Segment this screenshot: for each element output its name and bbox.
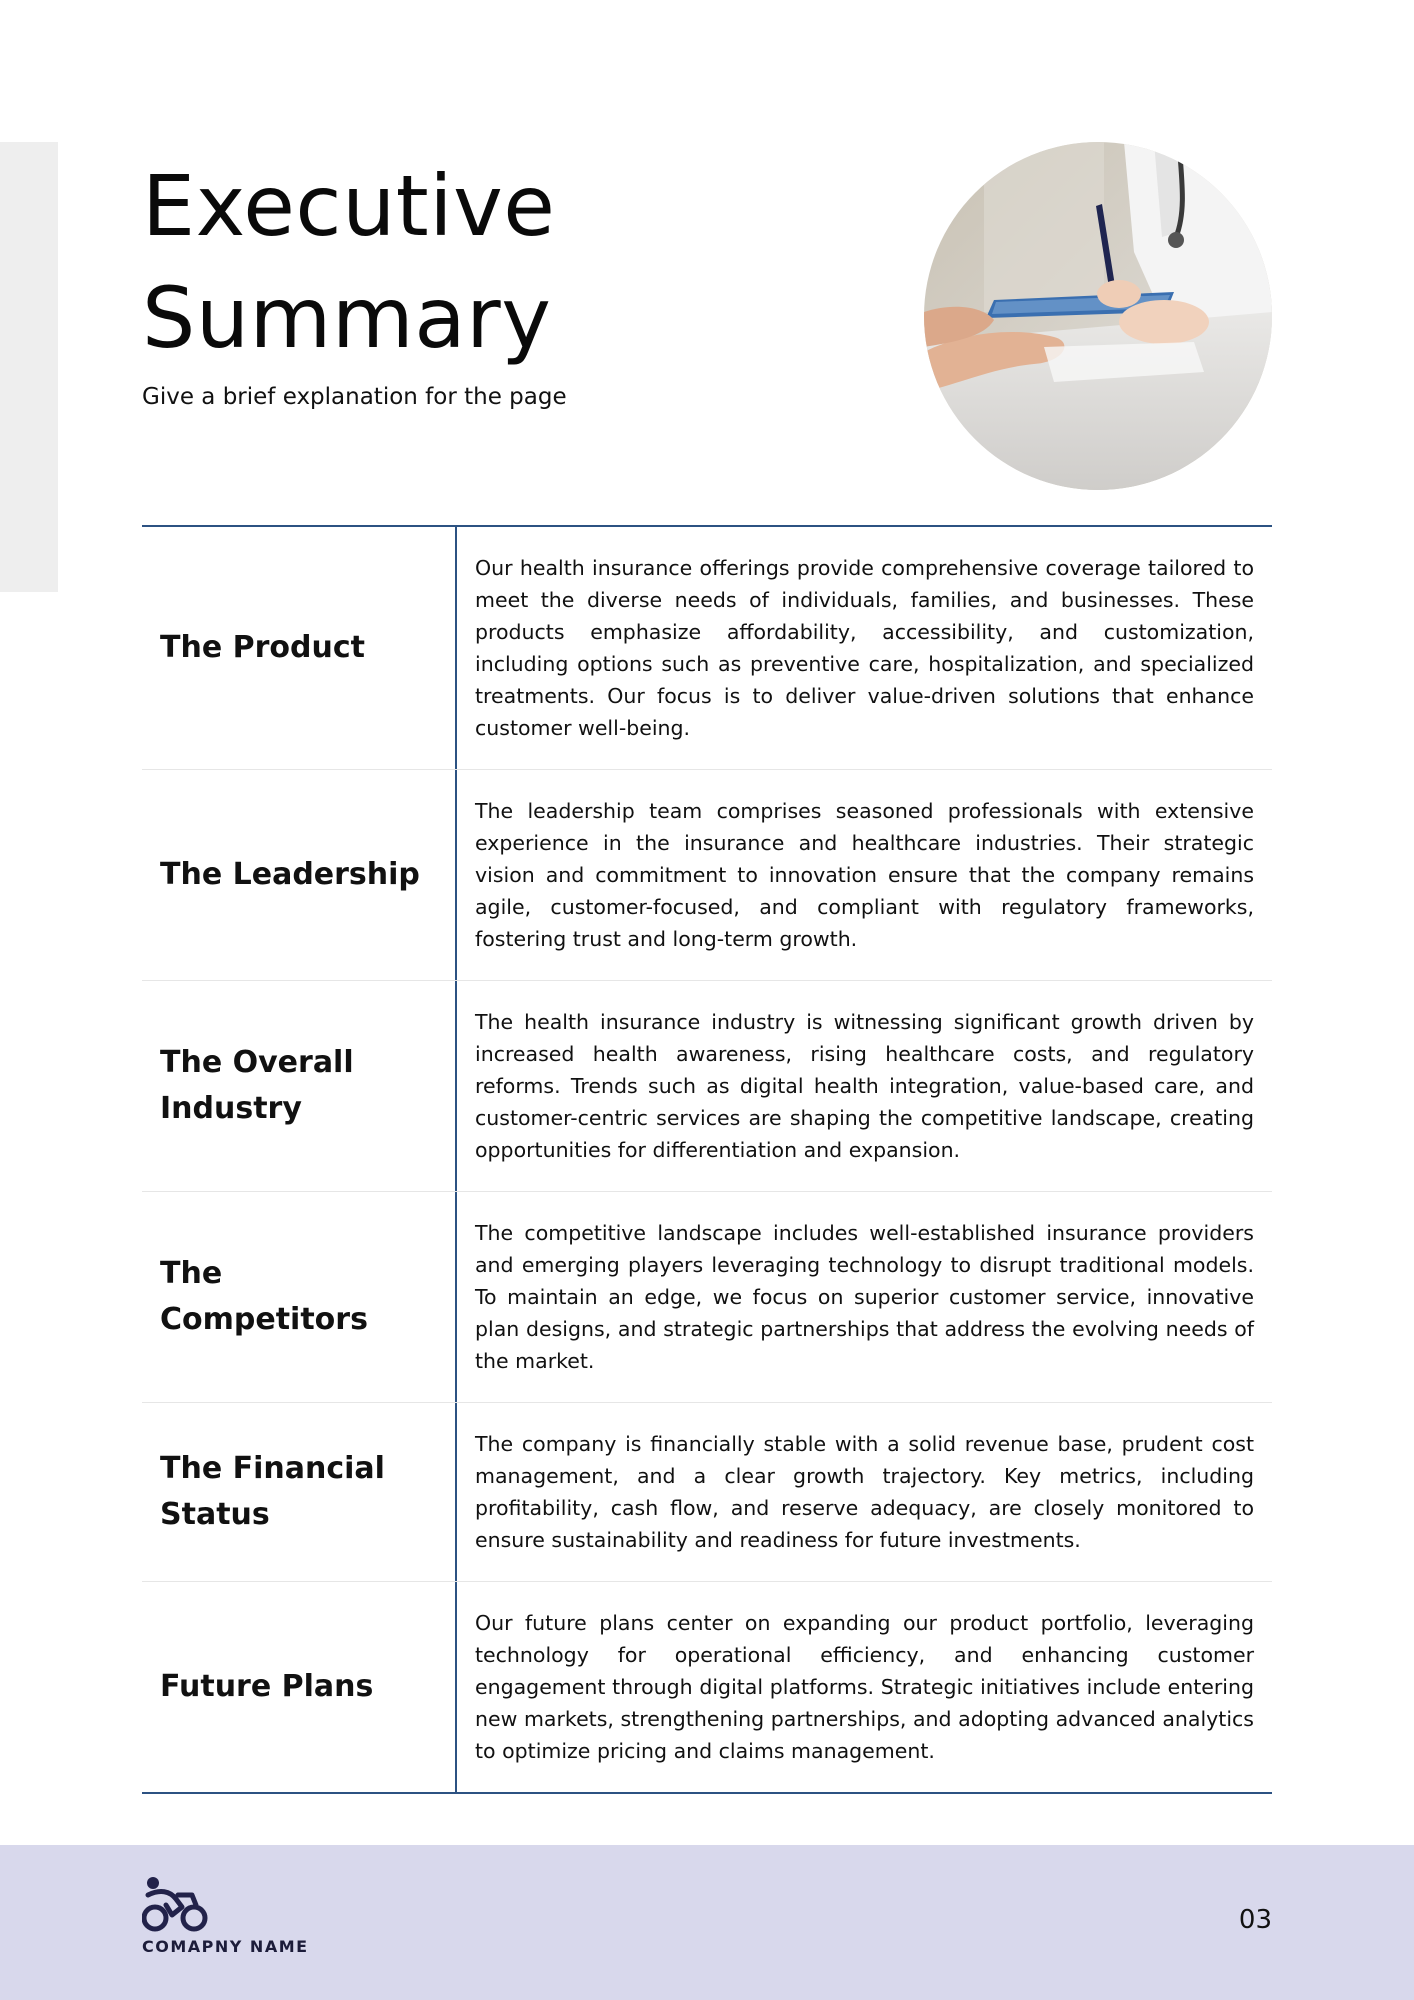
row-heading: The Financial Status — [142, 1403, 457, 1581]
page-number: 03 — [1238, 1905, 1272, 1935]
page-title-line1: Executive — [142, 157, 556, 255]
side-accent-bar — [0, 142, 58, 592]
summary-row-future-plans — [142, 1582, 1272, 1792]
row-description: The competitive landscape includes well-established insurance providers and emerging players leveraging technology to disrupt traditional models. To maintain an edge, we focus on superior customer service, innovative plan designs, and strategic partnerships that address the evolving needs of the market. — [475, 1221, 1254, 1373]
summary-row-competitors — [142, 1192, 1272, 1403]
page-title — [142, 150, 555, 374]
row-heading: The Overall Industry — [142, 981, 457, 1191]
row-description: The health insurance industry is witnessing significant growth driven by increased health awareness, rising healthcare costs, and regulatory reforms. Trends such as digital health integration, value-based care, and customer-centric services are shaping the competitive landscape, creating opportunities for differentiation and expansion. — [475, 1010, 1254, 1162]
page-footer — [0, 1845, 1414, 2000]
summary-row-product — [142, 527, 1272, 770]
row-heading: The Leadership — [142, 770, 457, 980]
summary-row-industry — [142, 981, 1272, 1192]
page-title-line2: Summary — [142, 269, 552, 367]
summary-row-leadership — [142, 770, 1272, 981]
row-heading: The Product — [142, 527, 457, 769]
row-description: Our future plans center on expanding our product portfolio, leveraging technology for operational efficiency, and enhancing customer engagement through digital platforms. Strategic initiatives include entering new markets, strengthening partnerships, and adopting advanced analytics to optimize pricing and claims management. — [475, 1611, 1254, 1763]
row-description: Our health insurance offerings provide comprehensive coverage tailored to meet the diverse needs of individuals, families, and businesses. These products emphasize affordability, accessibility, and customization, including options such as preventive care, hospitalization, and specialized treatments. Our focus is to deliver value-driven solutions that enhance customer well-being. — [475, 556, 1254, 740]
bicycle-rider-logo-icon — [142, 1875, 208, 1935]
company-name: COMAPNY NAME — [142, 1937, 309, 1956]
summary-table — [142, 525, 1272, 1794]
doctor-consultation-photo — [924, 142, 1272, 490]
row-heading: The Competitors — [142, 1192, 457, 1402]
summary-row-financial-status — [142, 1403, 1272, 1582]
page-subtitle: Give a brief explanation for the page — [142, 384, 567, 410]
row-description: The company is financially stable with a solid revenue base, prudent cost management, and a clear growth trajectory. Key metrics, including profitability, cash flow, and reserve adequacy, are closely monitored to ensure sustainability and readiness for future investments. — [475, 1432, 1254, 1552]
row-heading: Future Plans — [142, 1582, 457, 1792]
row-description: The leadership team comprises seasoned professionals with extensive experience in the insurance and healthcare industries. Their strategic vision and commitment to innovation ensure that the company remains agile, customer-focused, and compliant with regulatory frameworks, fostering trust and long-term growth. — [475, 799, 1254, 951]
